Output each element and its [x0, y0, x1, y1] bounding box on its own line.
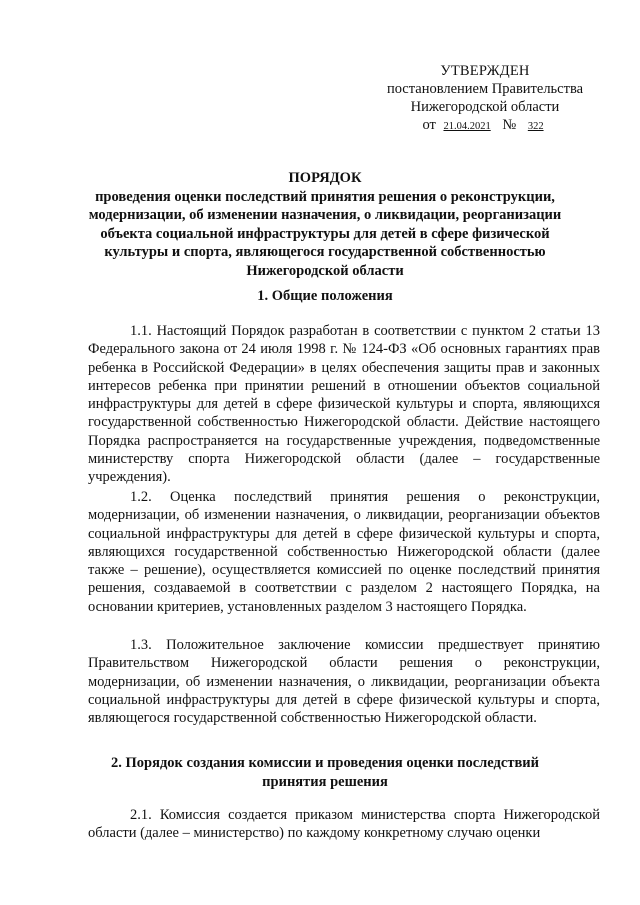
- section-2-heading: 2. Порядок создания комиссии и проведения оценки последствий принятия решения: [111, 755, 539, 790]
- approval-stamp: [360, 62, 610, 136]
- document-title-subtitle: проведения оценки последствий принятия решения о реконструкции, модернизации, об изменении назначения, о ликвидации, реорганизации объекта социальной инфраструктуры для детей в сфере физической культуры и спорта, являющегося государственной собственностью Нижегородской области: [88, 188, 562, 279]
- document-title: [60, 169, 590, 280]
- paragraph-1-1: [88, 322, 600, 487]
- approval-number-sign: №: [502, 117, 517, 133]
- approval-line-decree: постановлением Правительства: [386, 81, 584, 97]
- paragraph-text: 2.1. Комиссия создается приказом министерства спорта Нижегородской области (далее – министерство) по каждому конкретному случаю оценки: [88, 807, 600, 842]
- approval-line-region: Нижегородской области: [410, 99, 560, 115]
- approval-heading: УТВЕРЖДЕН: [440, 63, 530, 79]
- document-title-main: ПОРЯДОК: [288, 170, 362, 186]
- paragraph-text: 1.2. Оценка последствий принятия решения о реконструкции, модернизации, об изменении назначения, о ликвидации, реорганизации объектов социальной инфраструктуры для детей в сфере физической культуры и спорта, являющихся государственной собственностью Нижегородской области (далее также – решение), осуществляется комиссией по оценке последствий принятия решения, создаваемой в соответствии с разделом 2 настоящего Порядка, на основании критериев, установленных разделом 3 настоящего Порядка.: [88, 489, 600, 615]
- approval-prefix: от: [422, 117, 436, 133]
- paragraph-1-3: [88, 636, 600, 727]
- paragraph-1-2: [88, 488, 600, 616]
- approval-date: 21.04.2021: [443, 121, 491, 132]
- paragraph-text: 1.3. Положительное заключение комиссии предшествует принятию Правительством Нижегородской области решения о реконструкции, модернизации, об изменении назначения, о ликвидации, реорганизации объекта социальной инфраструктуры для детей в сфере физической культуры и спорта, являющегося государственной собственностью Нижегородской области.: [88, 637, 600, 727]
- approval-date-number: [360, 116, 610, 136]
- approval-number: 322: [527, 121, 544, 132]
- paragraph-text: 1.1. Настоящий Порядок разработан в соответствии с пунктом 2 статьи 13 Федерального закона от 24 июля 1998 г. № 124-ФЗ «Об основных гарантиях прав ребенка в Российской Федерации» в целях обеспечения защиты прав и законных интересов ребенка при принятии решений в отношении объектов социальной инфраструктуры для детей в сфере физической культуры и спорта, являющихся государственной собственностью Нижегородской области. Действие настоящего Порядка распространяется на государственные учреждения, подведомственные министерству спорта Нижегородской области (далее – государственные учреждения).: [88, 323, 600, 486]
- paragraph-2-1: [88, 806, 600, 843]
- section-1-heading: 1. Общие положения: [257, 288, 393, 304]
